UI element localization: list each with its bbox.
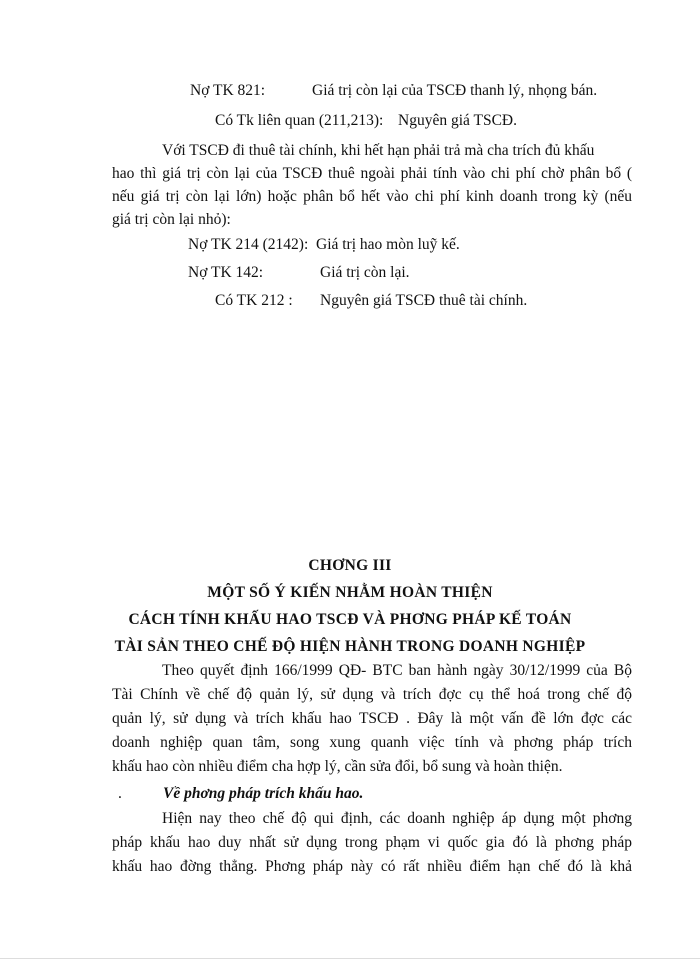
section-title: Về phơng pháp trích khấu hao. [163, 785, 364, 802]
chapter-title-line: TÀI SẢN THEO CHẾ ĐỘ HIỆN HÀNH TRONG DOANH NGHIỆP [114, 638, 586, 655]
paragraph-line: khấu hao còn nhiều điểm cha hợp lý, cần sửa đổi, bổ sung và hoàn thiện. [112, 758, 563, 775]
paragraph-line: nếu giá trị còn lại lớn) hoặc phân bổ hết vào chi phí kinh doanh trong kỳ (nếu [112, 188, 632, 205]
entry-description: Giá trị hao mòn luỹ kế. [316, 236, 460, 253]
entry-description: Nguyên giá TSCĐ thuê tài chính. [320, 292, 528, 309]
entry-account: Nợ TK 214 (2142): [188, 236, 309, 253]
entry-account: Nợ TK 142: [188, 264, 264, 281]
entry-description: Giá trị còn lại. [320, 264, 410, 281]
entry-account: Nợ TK 821: [190, 82, 266, 99]
section-bullet: . [118, 785, 122, 802]
entry-account: Có TK 212 : [215, 292, 293, 309]
paragraph-line: khấu hao đờng thẳng. Phơng pháp này có rất nhiều điểm hạn chế đó là khả [112, 858, 632, 875]
paragraph-line: Với TSCĐ đi thuê tài chính, khi hết hạn phải trả mà cha trích đủ khấu [162, 142, 595, 159]
paragraph-line: Tài Chính về chế độ quản lý, sử dụng và trích đợc cụ thể hoá trong chế độ [112, 686, 632, 703]
chapter-title-line: CÁCH TÍNH KHẤU HAO TSCĐ VÀ PHƠNG PHÁP KẾ TOÁN [128, 611, 572, 628]
paragraph-line: hao thì giá trị còn lại của TSCĐ thuê ngoài phải tính vào chi phí chờ phân bổ ( [112, 165, 632, 182]
paragraph-line: quản lý, sử dụng và trích khấu hao TSCĐ . Đây là một vấn đề lớn đợc các [112, 710, 632, 727]
page-bottom-edge [0, 958, 700, 959]
chapter-title-line: MỘT SỐ Ý KIẾN NHẰM HOÀN THIỆN [207, 584, 493, 601]
entry-description: Giá trị còn lại của TSCĐ thanh lý, nhọng bán. [312, 82, 598, 99]
paragraph-line: Hiện nay theo chế độ qui định, các doanh nghiệp áp dụng một phơng [162, 810, 632, 827]
entry-description: Nguyên giá TSCĐ. [398, 112, 517, 129]
paragraph-line: Theo quyết định 166/1999 QĐ- BTC ban hành ngày 30/12/1999 của Bộ [162, 662, 632, 679]
entry-account: Có Tk liên quan (211,213): [215, 112, 384, 129]
chapter-number: CHƠNG III [308, 557, 392, 574]
paragraph-line: pháp khấu hao duy nhất sử dụng trong phạm vi quốc gia đó là phơng pháp [112, 834, 632, 851]
paragraph-line: doanh nghiệp quan tâm, song xung quanh việc tính và phơng pháp trích [112, 734, 632, 751]
paragraph-line: giá trị còn lại nhỏ): [112, 211, 231, 228]
